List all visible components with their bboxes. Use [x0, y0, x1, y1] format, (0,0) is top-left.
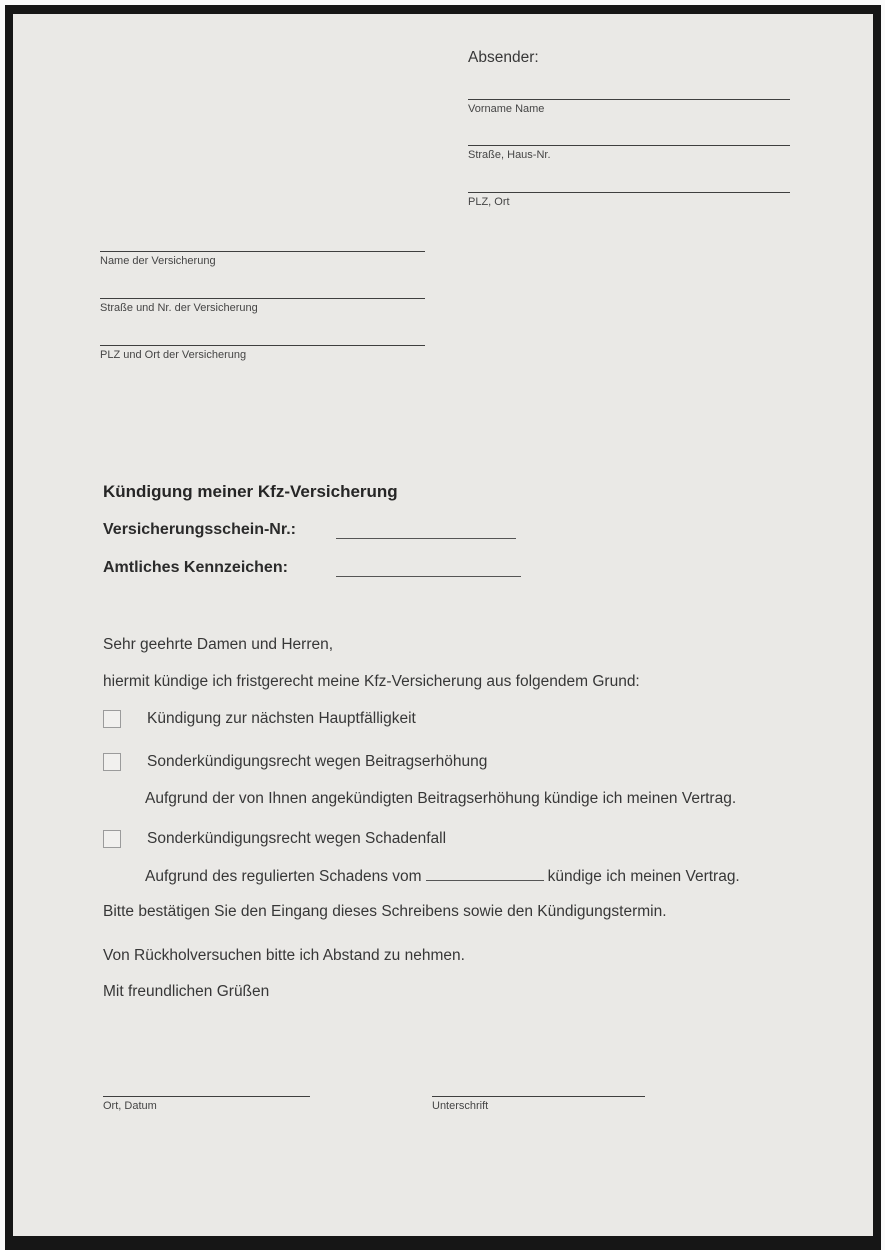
- recipient-name-line[interactable]: [100, 251, 425, 252]
- sender-title: Absender:: [468, 49, 539, 66]
- sender-city-label: PLZ, Ort: [468, 196, 510, 208]
- recipient-field-city: [100, 345, 425, 361]
- option-label-schadenfall: Sonderkündigungsrecht wegen Schadenfall: [147, 830, 447, 847]
- signature-field: [432, 1096, 645, 1112]
- schaden-detail-after: kündige ich meinen Vertrag.: [547, 868, 740, 885]
- sender-field-name: [468, 99, 790, 115]
- sender-name-line[interactable]: [468, 99, 790, 100]
- sender-street-line[interactable]: [468, 145, 790, 146]
- intro-text: hiermit kündige ich fristgerecht meine Kfz-Versicherung aus folgendem Grund:: [103, 673, 640, 690]
- recipient-field-name: [100, 251, 425, 267]
- recipient-street-line[interactable]: [100, 298, 425, 299]
- no-retention-text: Von Rückholversuchen bitte ich Abstand zu nehmen.: [103, 947, 465, 964]
- subject-title: Kündigung meiner Kfz-Versicherung: [103, 482, 398, 501]
- sender-field-city: [468, 192, 790, 208]
- closing-text: Mit freundlichen Grüßen: [103, 983, 270, 1000]
- place-date-field: [103, 1096, 310, 1112]
- schaden-datum-blank[interactable]: [426, 868, 544, 881]
- license-plate-label: Amtliches Kennzeichen:: [103, 559, 288, 576]
- sender-street-label: Straße, Haus-Nr.: [468, 149, 551, 161]
- option-row-hauptfaelligkeit: [103, 709, 803, 728]
- option-row-beitragserhoehung: [103, 752, 803, 771]
- recipient-street-label: Straße und Nr. der Versicherung: [100, 302, 258, 314]
- option-detail-beitragserhoehung: Aufgrund der von Ihnen angekündigten Beitragserhöhung kündige ich meinen Vertrag.: [145, 790, 737, 807]
- checkbox-beitragserhoehung[interactable]: [103, 753, 121, 771]
- schaden-detail-before: Aufgrund des regulierten Schadens vom: [145, 868, 422, 885]
- signature-line[interactable]: [432, 1096, 645, 1097]
- place-date-label: Ort, Datum: [103, 1100, 157, 1112]
- sender-name-label: Vorname Name: [468, 103, 545, 115]
- confirm-text: Bitte bestätigen Sie den Eingang dieses Schreibens sowie den Kündigungstermin.: [103, 903, 667, 920]
- option-label-beitragserhoehung: Sonderkündigungsrecht wegen Beitragserhöhung: [147, 753, 488, 770]
- option-label-hauptfaelligkeit: Kündigung zur nächsten Hauptfälligkeit: [147, 710, 416, 727]
- license-plate-field[interactable]: [336, 557, 521, 577]
- recipient-city-label: PLZ und Ort der Versicherung: [100, 349, 247, 361]
- recipient-field-street: [100, 298, 425, 314]
- place-date-line[interactable]: [103, 1096, 310, 1097]
- option-row-schadenfall: [103, 829, 803, 848]
- signature-label: Unterschrift: [432, 1100, 489, 1112]
- policy-number-label: Versicherungsschein-Nr.:: [103, 521, 296, 538]
- policy-number-field[interactable]: [336, 519, 516, 539]
- recipient-name-label: Name der Versicherung: [100, 255, 216, 267]
- sender-city-line[interactable]: [468, 192, 790, 193]
- checkbox-schadenfall[interactable]: [103, 830, 121, 848]
- sender-field-street: [468, 145, 790, 161]
- recipient-city-line[interactable]: [100, 345, 425, 346]
- checkbox-hauptfaelligkeit[interactable]: [103, 710, 121, 728]
- option-detail-schadenfall: [145, 867, 845, 886]
- salutation: Sehr geehrte Damen und Herren,: [103, 636, 334, 653]
